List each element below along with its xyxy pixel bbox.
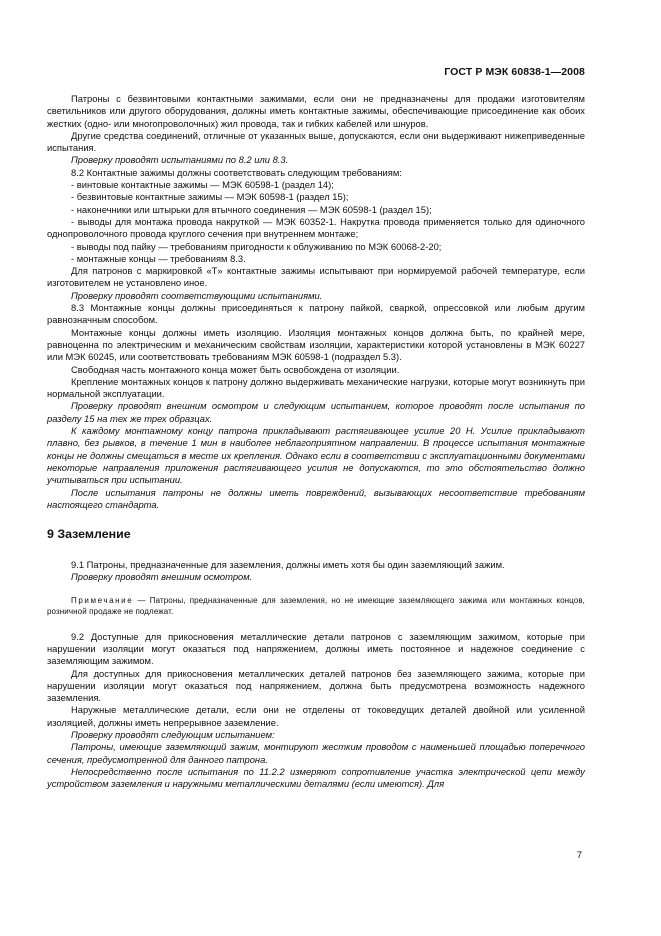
paragraph: После испытания патроны не должны иметь повреждений, вызывающих несоответствие требованиям настоящего стандарта. — [47, 486, 585, 510]
list-item: - выводы под пайку — требованиям пригодности к облуживанию по МЭК 60068-2-20; — [71, 240, 442, 252]
paragraph: Проверку проводят внешним осмотром. — [71, 571, 253, 583]
paragraph: Патроны с безвинтовыми контактными зажимами, если они не предназначены для продажи изготовителям светильников или другого оборудования, должны иметь контактные зажимы, обеспечивающие присоединение как обоих жестких (одно- или многопроволочных) жил провода, так и гибких кабелей или шнуров. — [47, 93, 585, 129]
paragraph: 8.3 Монтажные концы должны присоединяться к патрону пайкой, сваркой, опрессовкой или любым другим равнозначным способом. — [47, 302, 585, 326]
paragraph: К каждому монтажному концу патрона прикладывают растягивающее усилие 20 Н. Усилие прикладывают плавно, без рывков, в течение 1 мин в наиболее неблагоприятном направлении. В процессе испытания монтажные концы не должны смещаться в месте их крепления. Однако если в соответствии с эксплуатационными документами некоторые направления приложения растягивающего усилия не допускаются, то это обстоятельство должно учитываться при испытании. — [47, 425, 585, 486]
section-title: 9 Заземление — [47, 527, 131, 542]
paragraph: Проверку проводят испытаниями по 8.2 или 8.3. — [71, 154, 289, 166]
paragraph: 9.2 Доступные для прикосновения металлические детали патронов с заземляющим зажимом, которые при нарушении изоляции могут оказаться под напряжением, должны иметь постоянное и надежное соединение с заземляющим зажимом. — [47, 630, 585, 667]
paragraph: Крепление монтажных концов к патрону должно выдерживать механические нагрузки, которые могут возникнуть при нормальной эксплуатации. — [47, 375, 585, 400]
list-item: - монтажные концы — требованиям 8.3. — [71, 252, 246, 264]
paragraph: 9.1 Патроны, предназначенные для заземления, должны иметь хотя бы один заземляющий зажим. — [71, 559, 505, 571]
paragraph: Наружные металлические детали, если они не отделены от токоведущих деталей двойной или усиленной изоляцией, должны иметь непрерывное заземление. — [47, 704, 585, 728]
paragraph: Монтажные концы должны иметь изоляцию. Изоляция монтажных концов должна быть, по крайней мере, равноценна по электрическим и механическим свойствам изоляции, характеристики которой установлены в МЭК 60227 или МЭК 60245, или соответствовать требованиям МЭК 60598-1 (подраздел 5.3). — [47, 326, 585, 363]
list-item: - выводы для монтажа провода накруткой — МЭК 60352-1. Накрутка провода применяется только для одиночного однопроволочного провода круглого сечения при внутреннем монтаже; — [47, 215, 585, 240]
note — [47, 595, 585, 617]
paragraph: Проверку проводят следующим испытанием: — [71, 729, 275, 741]
paragraph: Проверку проводят внешним осмотром и следующим испытанием, которое проводят после испытания по разделу 15 на тех же трех образцах. — [47, 400, 585, 424]
list-item: - наконечники или штырьки для втычного соединения — МЭК 60598-1 (раздел 15); — [71, 203, 432, 215]
note-label: Примечание — [71, 595, 134, 605]
paragraph: Свободная часть монтажного конца может быть освобождена от изоляции. — [71, 363, 400, 375]
paragraph: Другие средства соединений, отличные от указанных выше, допускаются, если они выдерживают нижеприведенные испытания. — [47, 129, 585, 154]
paragraph: Для патронов с маркировкой «T» контактные зажимы испытывают при нормируемой рабочей температуре, если изготовителем не установлено иное. — [47, 265, 585, 289]
paragraph: Для доступных для прикосновения металлических деталей патронов без заземляющего зажима, которые при нарушении изоляции могут оказаться под напряжением, должна быть предусмотрена возможность надежного заземления. — [47, 667, 585, 704]
list-item: - винтовые контактные зажимы — МЭК 60598-1 (раздел 14); — [71, 179, 334, 191]
list-item: - безвинтовые контактные зажимы — МЭК 60598-1 (раздел 15); — [71, 191, 349, 203]
paragraph: Проверку проводят соответствующими испытаниями. — [71, 289, 323, 301]
paragraph: Непосредственно после испытания по 11.2.2 измеряют сопротивление участка электрической цепи между устройством заземления и наружными металлическими деталями (если имеются). Для — [47, 765, 585, 790]
paragraph: 8.2 Контактные зажимы должны соответствовать следующим требованиям: — [71, 166, 402, 178]
note-text: — Патроны, предназначенные для заземления, но не имеющие заземляющего зажима или монтажных концов, розничной продаже не подлежат. — [47, 595, 585, 616]
document-body — [47, 93, 585, 791]
page-number: 7 — [576, 850, 582, 861]
paragraph: Патроны, имеющие заземляющий зажим, монтируют жестким проводом с наименьшей площадью поперечного сечения, предусмотренной для данного патрона. — [47, 741, 585, 765]
document-header: ГОСТ Р МЭК 60838-1—2008 — [444, 66, 585, 78]
